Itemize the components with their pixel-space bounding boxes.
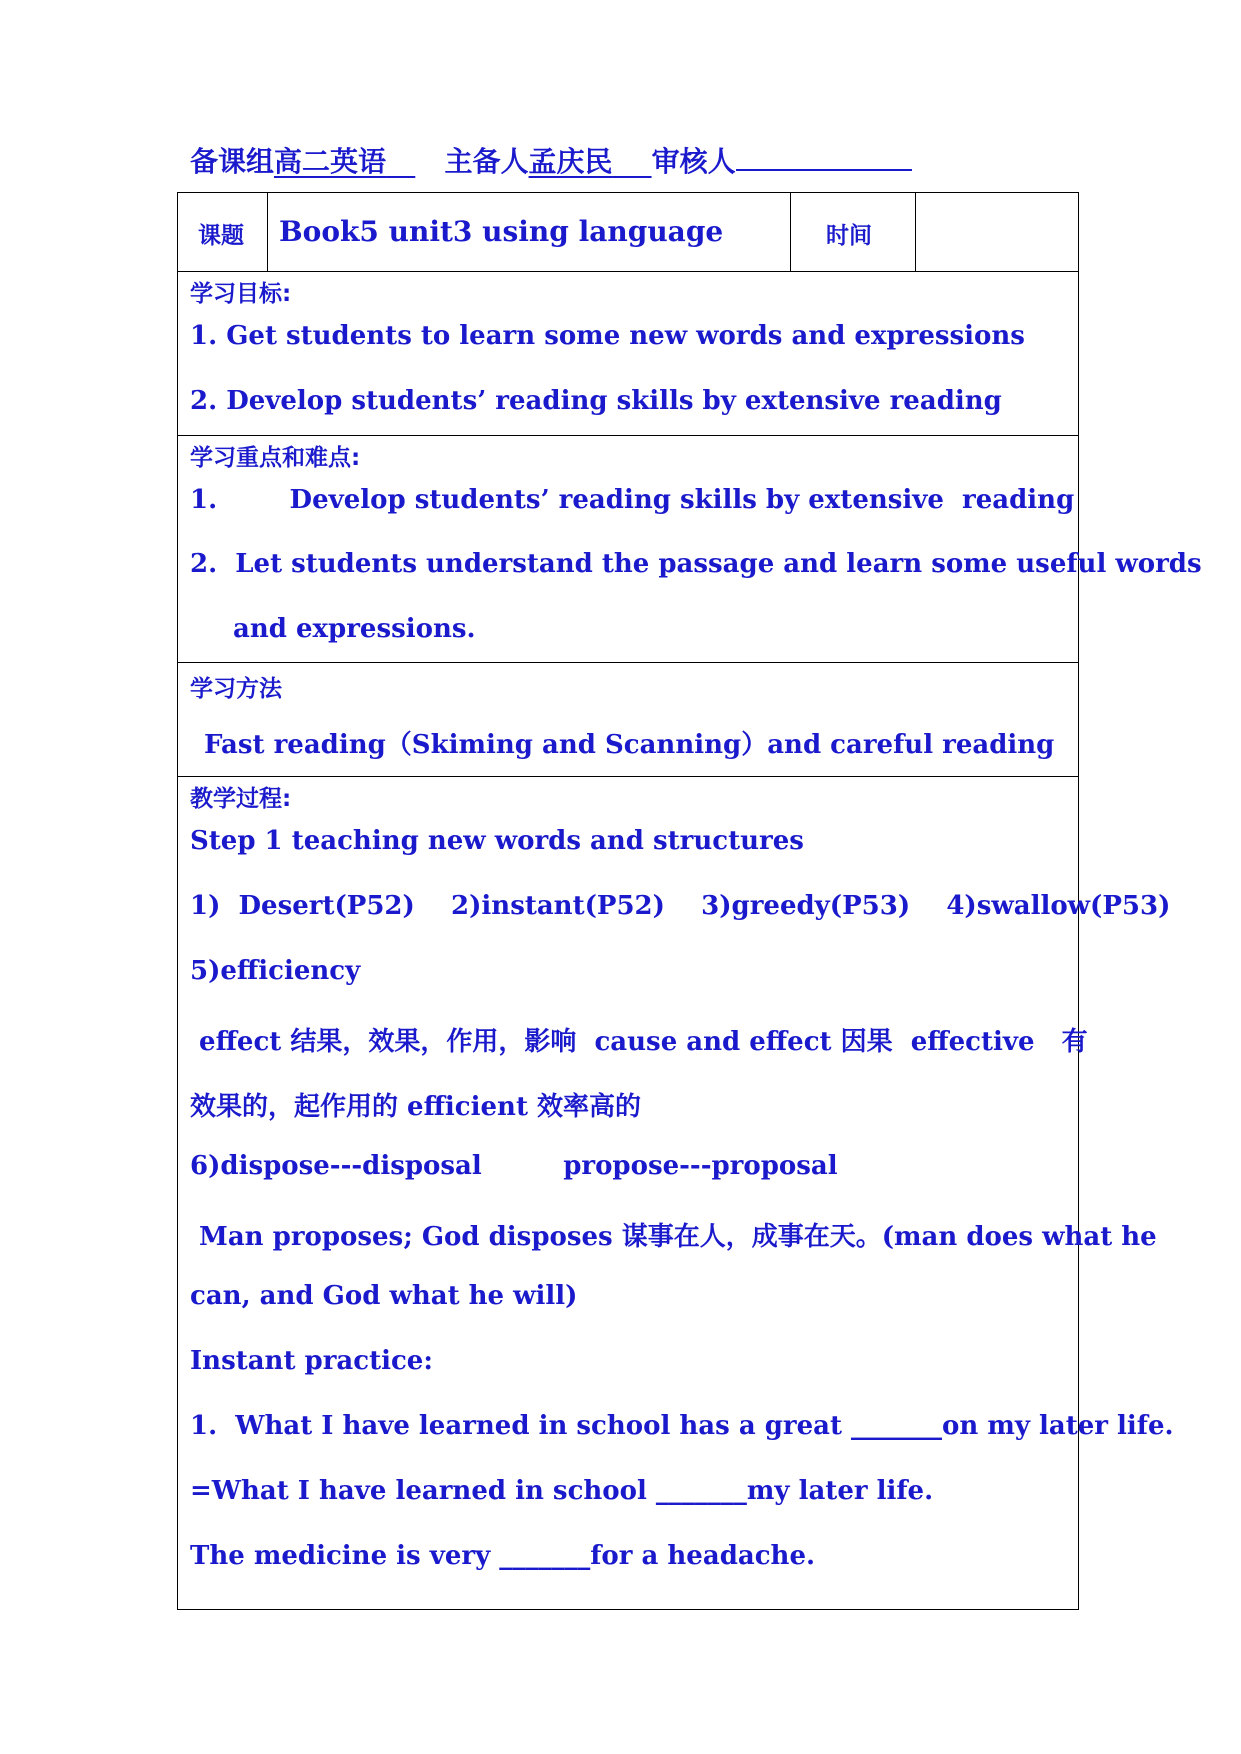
process-line: Step 1 teaching new words and structures bbox=[190, 826, 804, 856]
process-line: 5)efficiency bbox=[190, 956, 361, 986]
process-heading: 教学过程: bbox=[190, 786, 292, 812]
process-line: Instant practice: bbox=[190, 1346, 433, 1376]
group-label: 备课组 bbox=[190, 145, 275, 178]
objectives-heading: 学习目标: bbox=[190, 281, 292, 307]
topic-row bbox=[178, 193, 1078, 272]
key-points-section bbox=[178, 435, 1202, 663]
process-line: 1. What I have learned in school has a great _______on my later life. bbox=[190, 1411, 1174, 1441]
review-label: 审核人 bbox=[651, 145, 736, 178]
lesson-plan-table bbox=[177, 192, 1202, 1610]
topic-value: Book5 unit3 using language bbox=[279, 215, 724, 248]
key-point-item: and expressions. bbox=[233, 614, 476, 644]
time-label: 时间 bbox=[826, 223, 872, 249]
methods-heading: 学习方法 bbox=[190, 676, 282, 702]
process-line: can, and God what he will) bbox=[190, 1281, 578, 1311]
review-blank bbox=[736, 145, 912, 171]
process-line: The medicine is very _______for a headache. bbox=[190, 1541, 816, 1571]
objective-item: 1. Get students to learn some new words and expressions bbox=[190, 321, 1025, 351]
methods-text: Fast reading（Skiming and Scanning）and careful reading bbox=[204, 730, 1055, 760]
process-line: 效果的，起作用的 efficient 效率高的 bbox=[190, 1092, 642, 1122]
process-line: 1) Desert(P52) 2)instant(P52) 3)greedy(P53) 4)swallow(P53) bbox=[190, 891, 1171, 921]
methods-section bbox=[178, 662, 1078, 777]
topic-label: 课题 bbox=[198, 223, 244, 249]
process-line: =What I have learned in school _______my later life. bbox=[190, 1476, 934, 1506]
key-point-item: 2. Let students understand the passage and learn some useful words bbox=[190, 549, 1202, 579]
process-line: 6)dispose---disposal propose---proposal bbox=[190, 1151, 838, 1181]
group-value: 高二英语 bbox=[274, 145, 387, 178]
key-points-heading: 学习重点和难点: bbox=[190, 445, 361, 471]
objectives-section bbox=[178, 271, 1078, 436]
document-header bbox=[190, 140, 912, 180]
key-point-item: 1. Develop students’ reading skills by extensive reading bbox=[190, 485, 1075, 515]
process-line: Man proposes; God disposes 谋事在人，成事在天。(man does what he bbox=[190, 1222, 1157, 1252]
lead-label: 主备人 bbox=[444, 145, 529, 178]
process-line: effect 结果，效果，作用，影响 cause and effect 因果 effective 有 bbox=[190, 1027, 1088, 1057]
process-section bbox=[178, 776, 1174, 1609]
objective-item: 2. Develop students’ reading skills by extensive reading bbox=[190, 386, 1002, 416]
lead-value: 孟庆民 bbox=[528, 145, 613, 178]
